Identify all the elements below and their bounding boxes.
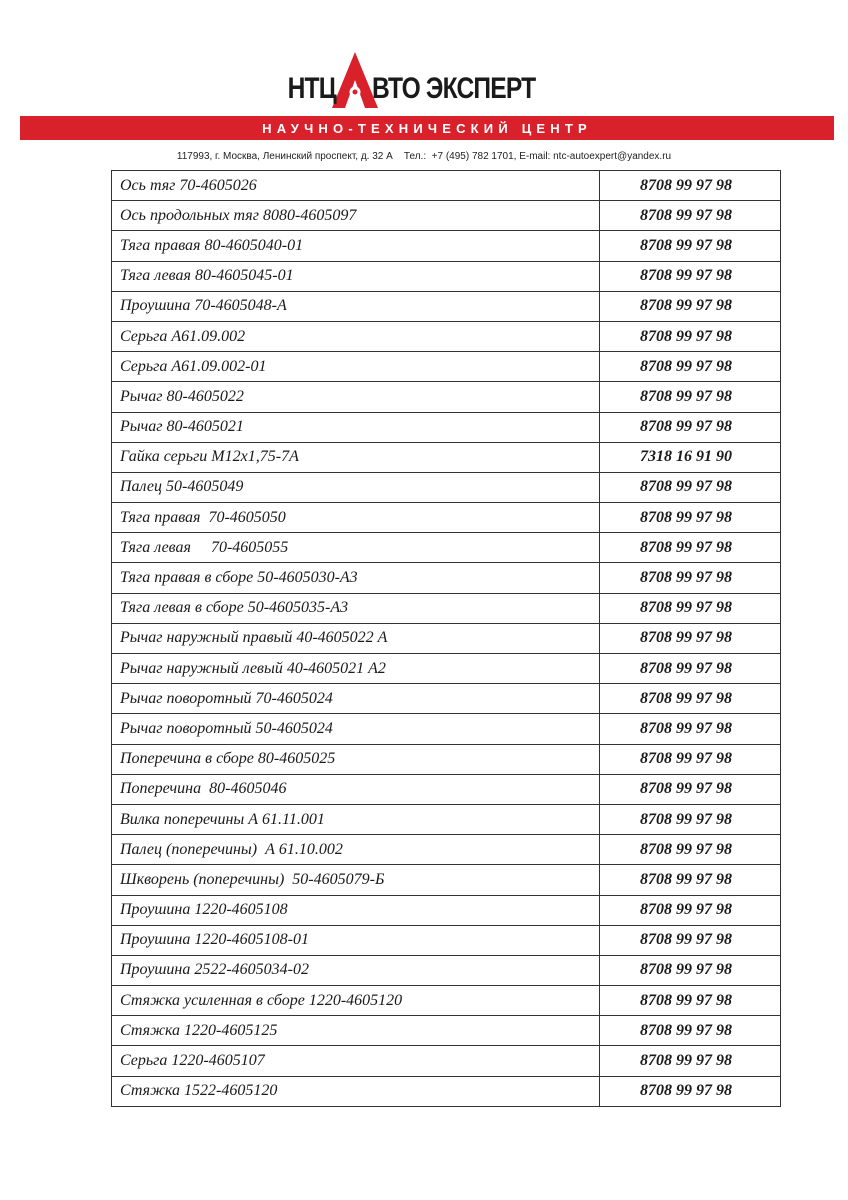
customs-code-cell: 8708 99 97 98 bbox=[600, 321, 781, 351]
table-row bbox=[112, 835, 781, 865]
parts-table bbox=[111, 170, 781, 1107]
part-name-cell: Тяга левая 70-4605055 bbox=[112, 533, 600, 563]
table-row bbox=[112, 1016, 781, 1046]
part-name-cell: Стяжка 1522-4605120 bbox=[112, 1076, 600, 1106]
part-name-cell: Вилка поперечины А 61.11.001 bbox=[112, 804, 600, 834]
part-name-cell: Проушина 1220-4605108 bbox=[112, 895, 600, 925]
customs-code-cell: 8708 99 97 98 bbox=[600, 593, 781, 623]
customs-code-cell: 8708 99 97 98 bbox=[600, 472, 781, 502]
table-row bbox=[112, 654, 781, 684]
customs-code-cell: 8708 99 97 98 bbox=[600, 412, 781, 442]
table-row bbox=[112, 563, 781, 593]
table-row bbox=[112, 171, 781, 201]
table-row bbox=[112, 593, 781, 623]
logo-a-icon bbox=[332, 52, 378, 108]
customs-code-cell: 8708 99 97 98 bbox=[600, 261, 781, 291]
table-row bbox=[112, 774, 781, 804]
part-name-cell: Тяга левая в сборе 50-4605035-А3 bbox=[112, 593, 600, 623]
part-name-cell: Шкворень (поперечины) 50-4605079-Б bbox=[112, 865, 600, 895]
banner-bar bbox=[20, 116, 834, 140]
table-row bbox=[112, 321, 781, 351]
part-name-cell: Тяга правая в сборе 50-4605030-А3 bbox=[112, 563, 600, 593]
contact-address: 117993, г. Москва, Ленинский проспект, д. 32 А Тел.: +7 (495) 782 1701, E-mail: ntc-autoexpert@yandex.ru bbox=[176, 151, 672, 162]
customs-code-cell: 8708 99 97 98 bbox=[600, 684, 781, 714]
part-name-cell: Серьга А61.09.002-01 bbox=[112, 352, 600, 382]
table-row bbox=[112, 744, 781, 774]
table-row bbox=[112, 382, 781, 412]
letterhead bbox=[0, 0, 848, 170]
table-row bbox=[112, 533, 781, 563]
part-name-cell: Тяга левая 80-4605045-01 bbox=[112, 261, 600, 291]
table-row bbox=[112, 684, 781, 714]
part-name-cell: Проушина 70-4605048-А bbox=[112, 291, 600, 321]
part-name-cell: Ось продольных тяг 8080-4605097 bbox=[112, 201, 600, 231]
table-row bbox=[112, 231, 781, 261]
table-row bbox=[112, 714, 781, 744]
table-row bbox=[112, 442, 781, 472]
customs-code-cell: 8708 99 97 98 bbox=[600, 623, 781, 653]
company-logo bbox=[0, 52, 848, 106]
part-name-cell: Поперечина в сборе 80-4605025 bbox=[112, 744, 600, 774]
part-name-cell: Ось тяг 70-4605026 bbox=[112, 171, 600, 201]
part-name-cell: Проушина 1220-4605108-01 bbox=[112, 925, 600, 955]
customs-code-cell: 8708 99 97 98 bbox=[600, 865, 781, 895]
customs-code-cell: 8708 99 97 98 bbox=[600, 1016, 781, 1046]
table-row bbox=[112, 352, 781, 382]
part-name-cell: Рычаг поворотный 70-4605024 bbox=[112, 684, 600, 714]
table-row bbox=[112, 865, 781, 895]
customs-code-cell: 8708 99 97 98 bbox=[600, 986, 781, 1016]
part-name-cell: Стяжка усиленная в сборе 1220-4605120 bbox=[112, 986, 600, 1016]
customs-code-cell: 8708 99 97 98 bbox=[600, 925, 781, 955]
part-name-cell: Тяга правая 70-4605050 bbox=[112, 503, 600, 533]
table-row bbox=[112, 503, 781, 533]
banner-title: НАУЧНО-ТЕХНИЧЕСКИЙ ЦЕНТР bbox=[262, 120, 592, 136]
table-row bbox=[112, 1046, 781, 1076]
part-name-cell: Рычаг 80-4605021 bbox=[112, 412, 600, 442]
customs-code-cell: 8708 99 97 98 bbox=[600, 201, 781, 231]
customs-code-cell: 8708 99 97 98 bbox=[600, 352, 781, 382]
customs-code-cell: 8708 99 97 98 bbox=[600, 563, 781, 593]
table-row bbox=[112, 291, 781, 321]
table-row bbox=[112, 804, 781, 834]
part-name-cell: Рычаг наружный левый 40-4605021 А2 bbox=[112, 654, 600, 684]
customs-code-cell: 8708 99 97 98 bbox=[600, 804, 781, 834]
logo-avtoexpert-text: ВТО ЭКСПЕРТ bbox=[371, 72, 536, 105]
table-row bbox=[112, 925, 781, 955]
table-row bbox=[112, 623, 781, 653]
part-name-cell: Рычаг 80-4605022 bbox=[112, 382, 600, 412]
table-row bbox=[112, 472, 781, 502]
customs-code-cell: 8708 99 97 98 bbox=[600, 503, 781, 533]
customs-code-cell: 8708 99 97 98 bbox=[600, 1046, 781, 1076]
customs-code-cell: 8708 99 97 98 bbox=[600, 895, 781, 925]
part-name-cell: Рычаг наружный правый 40-4605022 А bbox=[112, 623, 600, 653]
customs-code-cell: 8708 99 97 98 bbox=[600, 835, 781, 865]
customs-code-cell: 8708 99 97 98 bbox=[600, 171, 781, 201]
part-name-cell: Палец (поперечины) А 61.10.002 bbox=[112, 835, 600, 865]
part-name-cell: Палец 50-4605049 bbox=[112, 472, 600, 502]
part-name-cell: Поперечина 80-4605046 bbox=[112, 774, 600, 804]
part-name-cell: Серьга 1220-4605107 bbox=[112, 1046, 600, 1076]
table-row bbox=[112, 1076, 781, 1106]
customs-code-cell: 8708 99 97 98 bbox=[600, 955, 781, 985]
customs-code-cell: 8708 99 97 98 bbox=[600, 774, 781, 804]
part-name-cell: Рычаг поворотный 50-4605024 bbox=[112, 714, 600, 744]
table-row bbox=[112, 895, 781, 925]
customs-code-cell: 8708 99 97 98 bbox=[600, 231, 781, 261]
customs-code-cell: 8708 99 97 98 bbox=[600, 382, 781, 412]
table-row bbox=[112, 412, 781, 442]
table-row bbox=[112, 986, 781, 1016]
part-name-cell: Проушина 2522-4605034-02 bbox=[112, 955, 600, 985]
part-name-cell: Гайка серьги М12х1,75-7А bbox=[112, 442, 600, 472]
part-name-cell: Стяжка 1220-4605125 bbox=[112, 1016, 600, 1046]
part-name-cell: Тяга правая 80-4605040-01 bbox=[112, 231, 600, 261]
table-row bbox=[112, 261, 781, 291]
customs-code-cell: 7318 16 91 90 bbox=[600, 442, 781, 472]
part-name-cell: Серьга А61.09.002 bbox=[112, 321, 600, 351]
customs-code-cell: 8708 99 97 98 bbox=[600, 1076, 781, 1106]
customs-code-cell: 8708 99 97 98 bbox=[600, 744, 781, 774]
logo-ntc-text: НТЦ bbox=[287, 72, 336, 105]
customs-code-cell: 8708 99 97 98 bbox=[600, 291, 781, 321]
table-row bbox=[112, 201, 781, 231]
customs-code-cell: 8708 99 97 98 bbox=[600, 654, 781, 684]
table-row bbox=[112, 955, 781, 985]
customs-code-cell: 8708 99 97 98 bbox=[600, 714, 781, 744]
customs-code-cell: 8708 99 97 98 bbox=[600, 533, 781, 563]
